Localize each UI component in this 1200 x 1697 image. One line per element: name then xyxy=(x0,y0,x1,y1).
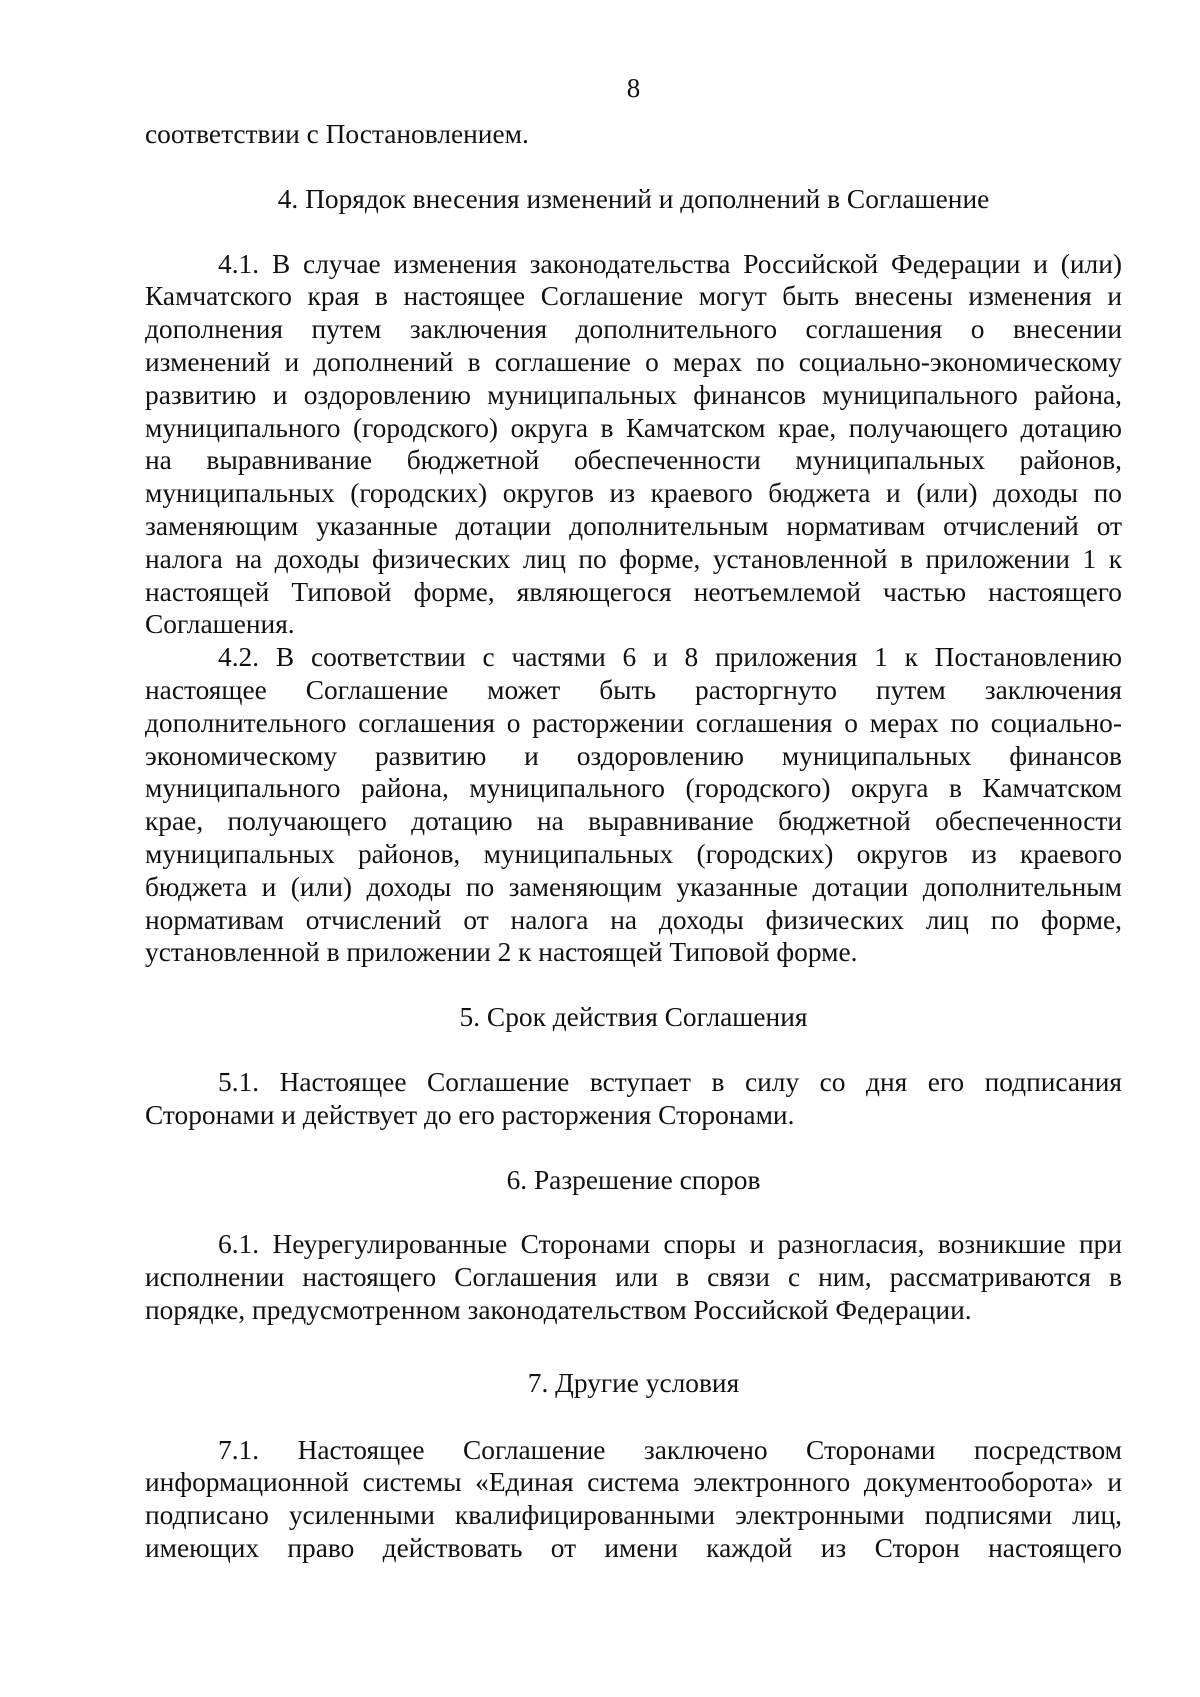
carryover-line: соответствии с Постановлением. xyxy=(145,119,529,149)
clause-line: на выравнивание бюджетной обеспеченности муниципальных районов, xyxy=(145,445,1122,476)
clause-line: 7.1. Настоящее Соглашение заключено Сторонами посредством xyxy=(218,1434,1122,1465)
clause-line: крае, получающего дотацию на выравнивание бюджетной обеспеченности xyxy=(145,806,1122,837)
clause-line: налога на доходы физических лиц по форме, установленной в приложении 1 к xyxy=(145,543,1122,574)
clause-line: настоящее Соглашение может быть расторгнуто путем заключения xyxy=(145,674,1122,705)
clause-line: 6.1. Неурегулированные Сторонами споры и разногласия, возникшие при xyxy=(218,1229,1122,1260)
document-body xyxy=(145,118,1122,1565)
clause-line: настоящей Типовой форме, являющегося неотъемлемой частью настоящего xyxy=(145,576,1122,607)
clause-line: дополнительного соглашения о расторжении соглашения о мерах по социально- xyxy=(145,707,1122,738)
section-4-heading: 4. Порядок внесения изменений и дополнений в Соглашение xyxy=(277,183,990,214)
clause-line: подписано усиленными квалифицированными электронными подписями лиц, xyxy=(145,1500,1122,1531)
clause-4-1 xyxy=(145,248,1122,642)
clause-line: Камчатского края в настоящее Соглашение могут быть внесены изменения и xyxy=(145,281,1122,312)
clause-line: муниципальных (городских) округов из краевого бюджета и (или) доходы по xyxy=(145,478,1122,509)
clause-line: информационной системы «Единая система электронного документооборота» и xyxy=(145,1467,1122,1498)
clause-line: экономическому развитию и оздоровлению муниципальных финансов xyxy=(145,740,1122,771)
clause-line: изменений и дополнений в соглашение о мерах по социально-экономическому xyxy=(145,346,1122,377)
page-number: 8 xyxy=(626,73,641,103)
clause-line: 4.2. В соответствии с частями 6 и 8 приложения 1 к Постановлению xyxy=(218,642,1122,673)
clause-line: порядке, предусмотренном законодательством Российской Федерации. xyxy=(145,1294,972,1325)
clause-line: Соглашения. xyxy=(145,609,295,640)
section-7-heading: 7. Другие условия xyxy=(527,1367,740,1398)
clause-line: имеющих право действовать от имени каждой из Сторон настоящего xyxy=(145,1532,1122,1563)
clause-line: дополнения путем заключения дополнительного соглашения о внесении xyxy=(145,314,1122,345)
clause-line: муниципального (городского) округа в Камчатском крае, получающего дотацию xyxy=(145,412,1122,443)
section-6-heading: 6. Разрешение споров xyxy=(506,1164,761,1195)
clause-line: установленной в приложении 2 к настоящей Типовой форме. xyxy=(145,937,858,968)
clause-5-1 xyxy=(145,1066,1122,1132)
section-5-heading: 5. Срок действия Соглашения xyxy=(459,1002,808,1033)
clause-line: нормативам отчислений от налога на доходы физических лиц по форме, xyxy=(145,904,1122,935)
clause-6-1 xyxy=(145,1228,1122,1326)
clause-line: Сторонами и действует до его расторжения Сторонами. xyxy=(145,1099,795,1130)
clause-line: муниципального района, муниципального (городского) округа в Камчатском xyxy=(145,773,1122,804)
clause-line: развитию и оздоровлению муниципальных финансов муниципального района, xyxy=(145,379,1122,410)
clause-line: муниципальных районов, муниципальных (городских) округов из краевого xyxy=(145,838,1122,869)
clause-7-1 xyxy=(145,1434,1122,1565)
clause-line: заменяющим указанные дотации дополнительным нормативам отчислений от xyxy=(145,510,1122,541)
clause-line: 4.1. В случае изменения законодательства Российской Федерации и (или) xyxy=(218,248,1122,279)
clause-4-2 xyxy=(145,641,1122,969)
clause-line: бюджета и (или) доходы по заменяющим указанные дотации дополнительным xyxy=(145,871,1122,902)
clause-line: 5.1. Настоящее Соглашение вступает в силу со дня его подписания xyxy=(218,1066,1122,1097)
clause-line: исполнении настоящего Соглашения или в связи с ним, рассматриваются в xyxy=(145,1262,1122,1293)
